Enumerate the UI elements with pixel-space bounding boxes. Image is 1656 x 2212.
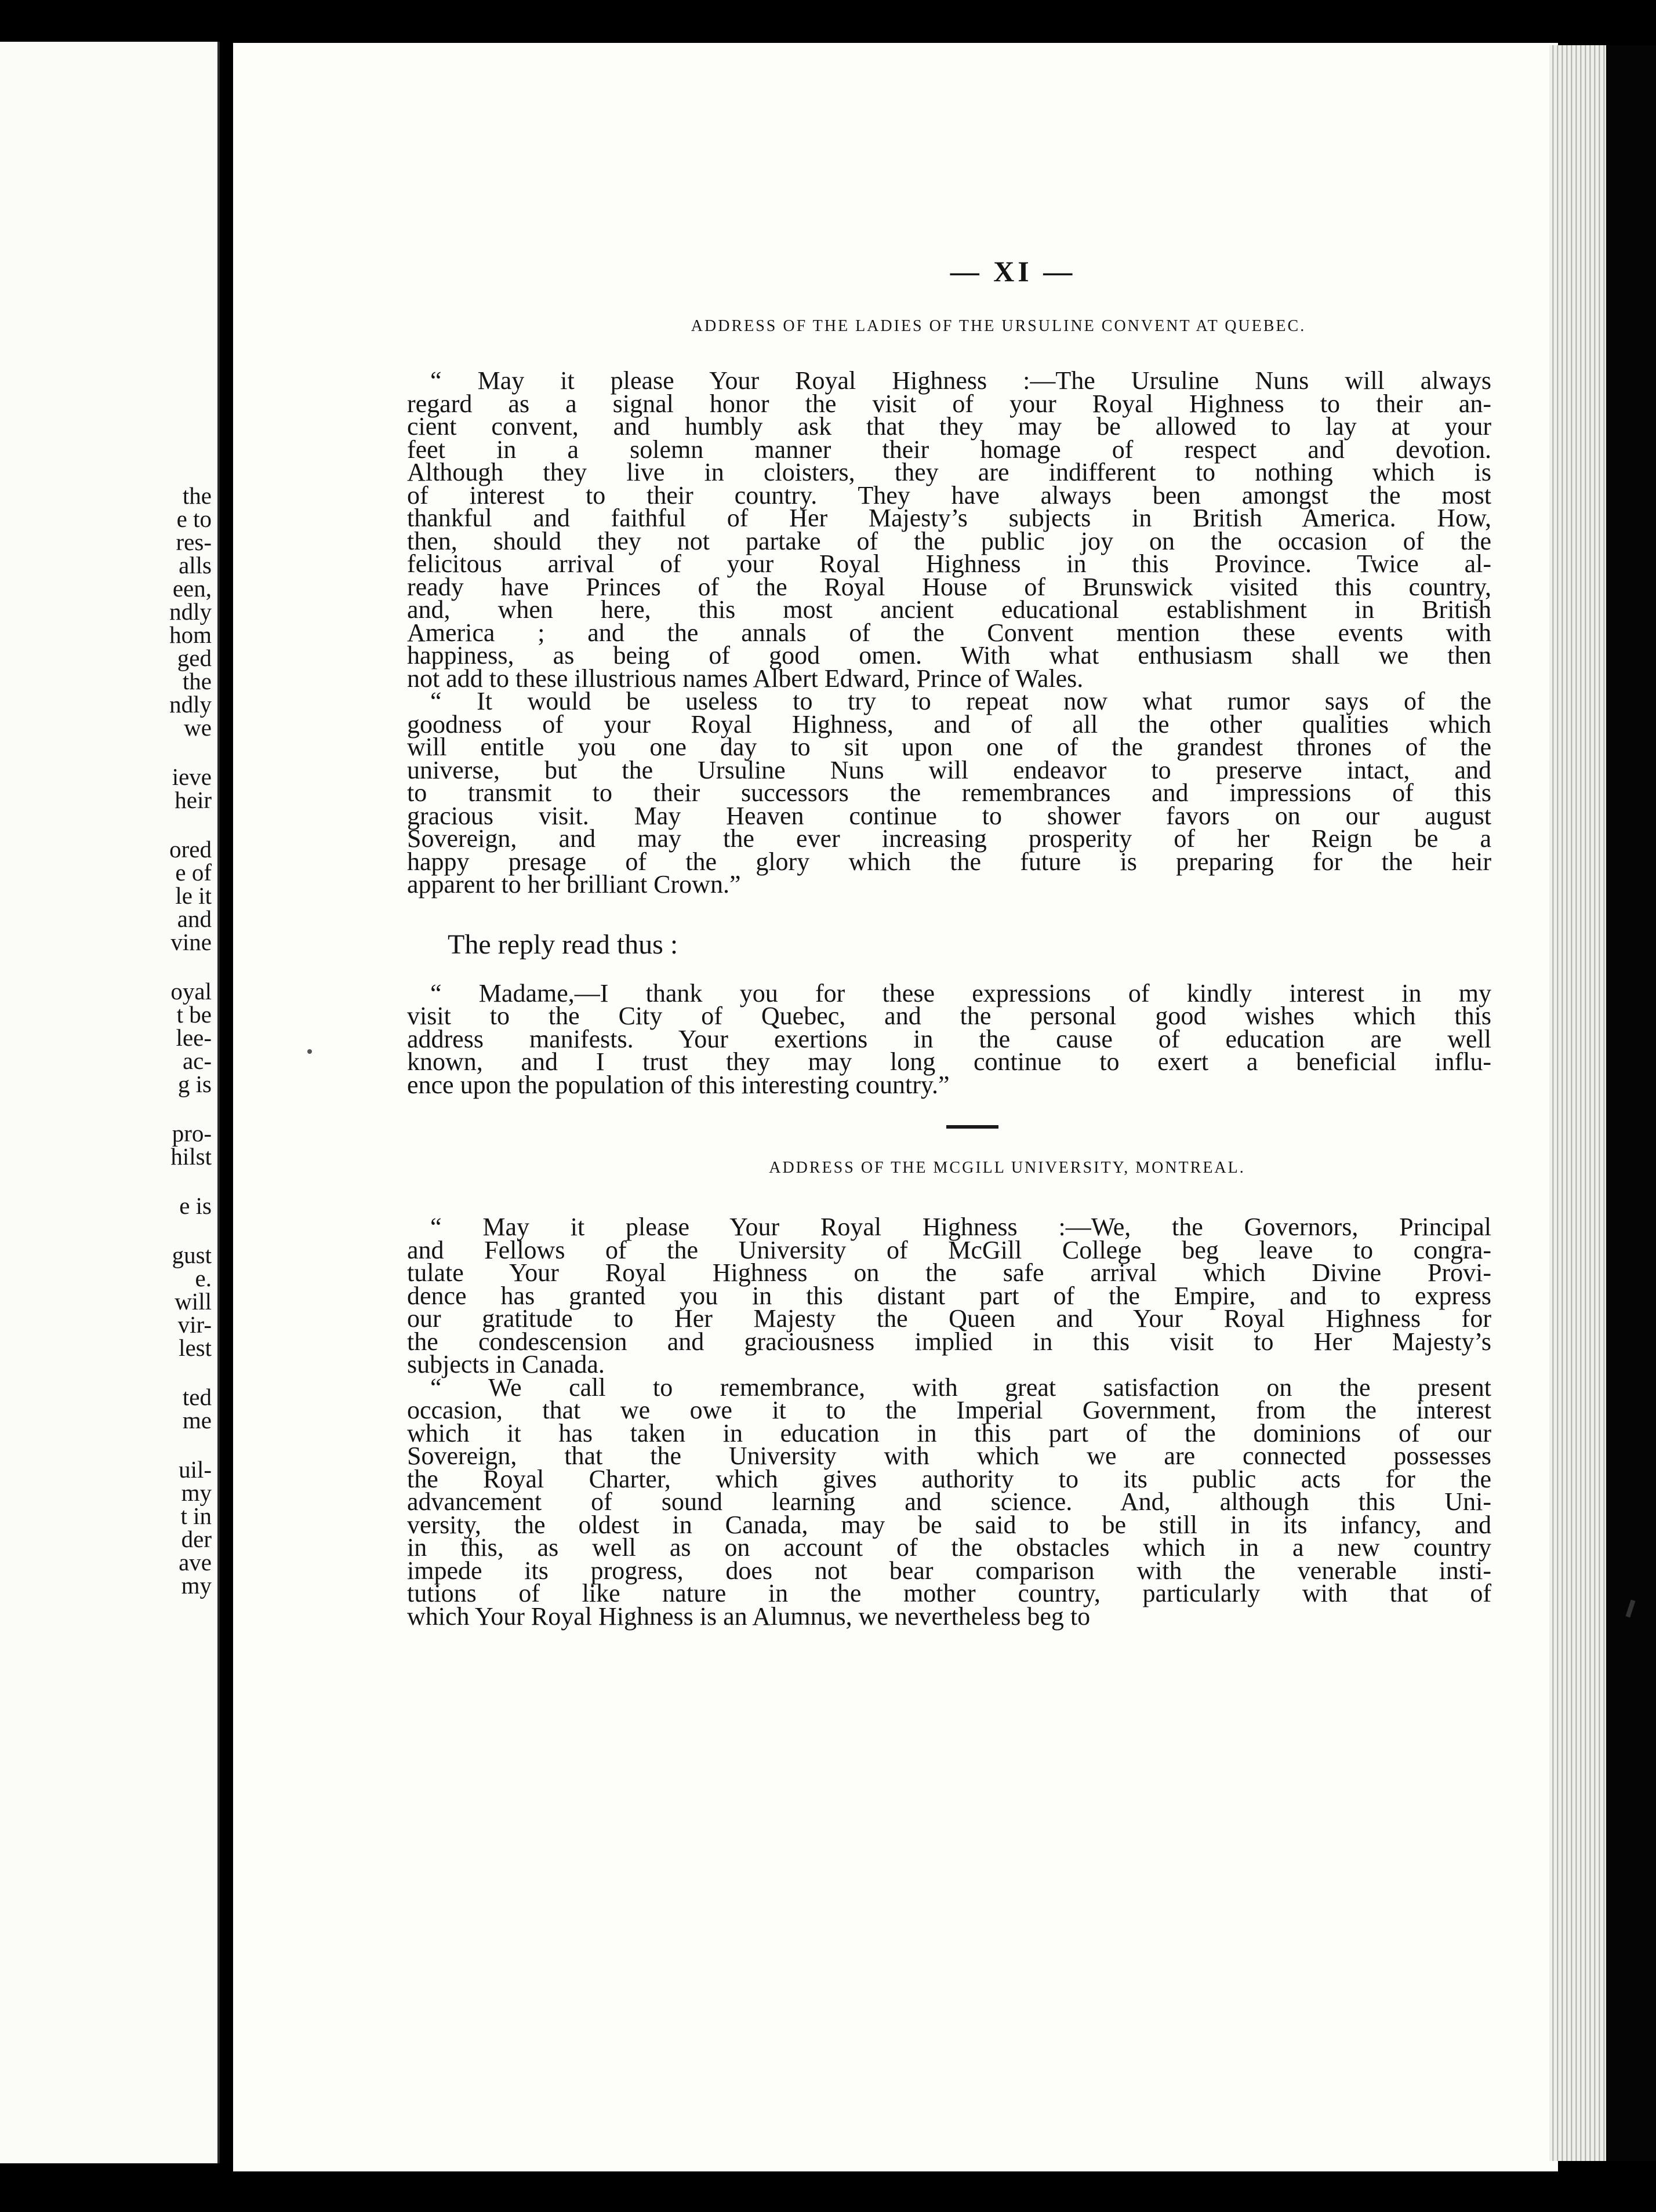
text-line: cient convent, and humbly ask that they may be allowed to lay at your [407, 412, 1491, 441]
text-line: advancement of sound learning and science. And, although this Uni- [407, 1487, 1491, 1516]
left-text-fragment: res- [176, 529, 212, 555]
left-text-fragment: e. [195, 1265, 212, 1291]
left-text-fragment: lee- [176, 1024, 212, 1051]
text-line: America ; and the annals of the Convent mention these events with [407, 618, 1491, 647]
text-line: Although they live in cloisters, they are indifferent to nothing which is [407, 458, 1491, 486]
text-line: to transmit to their successors the remembrances and impressions of this [407, 778, 1491, 807]
left-text-fragment: we [184, 714, 212, 741]
left-text-fragment: g is [177, 1071, 212, 1097]
text-line: dence has granted you in this distant part of the Empire, and to express [407, 1281, 1491, 1310]
left-text-fragment: vir- [177, 1311, 212, 1338]
text-line: ready have Princes of the Royal House of Brunswick visited this country, [407, 572, 1491, 601]
text-line: and, when here, this most ancient educational establishment in British [407, 595, 1491, 624]
left-text-fragment: heir [175, 787, 212, 813]
left-text-fragment: le it [175, 882, 212, 909]
left-text-fragment: alls [179, 552, 212, 579]
left-text-fragment: ndly [169, 598, 212, 625]
left-text-fragment: my [181, 1479, 212, 1506]
text-line: tutions of like nature in the mother country, particularly with that of [407, 1579, 1491, 1607]
text-line: Sovereign, that the University with which we are connected possesses [407, 1442, 1491, 1470]
left-text-fragment: the [182, 482, 212, 509]
text-line: happy presage of the glory which the future is preparing for the heir [407, 847, 1491, 876]
text-line: occasion, that we owe it to the Imperial Government, from the interest [407, 1396, 1491, 1424]
left-text-fragment: een, [172, 575, 212, 602]
section-heading-ursuline: ADDRESS OF THE LADIES OF THE URSULINE CONVENT AT QUEBEC. [691, 317, 1306, 335]
text-line: happiness, as being of good omen. With what enthusiasm shall we then [407, 641, 1491, 670]
text-line: known, and I trust they may long continue to exert a beneficial influ- [407, 1047, 1491, 1076]
left-text-fragment: e of [175, 859, 212, 886]
text-line: apparent to her brilliant Crown.” [407, 870, 741, 898]
left-text-fragment: ndly [169, 691, 212, 718]
right-page [233, 43, 1558, 2171]
text-line: versity, the oldest in Canada, may be said to be still in its infancy, and [407, 1510, 1491, 1539]
text-line: gracious visit. May Heaven continue to shower favors on our august [407, 801, 1491, 830]
line-gap [96, 739, 212, 765]
text-line: goodness of your Royal Highness, and of all the other qualities which [407, 710, 1491, 738]
page-edges [1549, 45, 1607, 2161]
text-line: thankful and faithful of Her Majesty’s subjects in British America. How, [407, 504, 1491, 532]
text-line: will entitle you one day to sit upon one of the grandest thrones of the [407, 733, 1491, 761]
left-text-fragment: pro- [172, 1120, 212, 1147]
page-content [407, 254, 1491, 1631]
line-gap [96, 1359, 212, 1385]
left-text-fragment: t be [176, 1001, 212, 1028]
text-line: which it has taken in education in this part of the dominions of our [407, 1418, 1491, 1447]
left-text-fragment: the [182, 668, 212, 694]
left-text-fragment: der [181, 1526, 212, 1552]
ursuline-address-paragraph-2 [407, 687, 1491, 898]
mcgill-address-paragraph-2 [407, 1373, 1491, 1631]
line-gap [96, 954, 212, 980]
left-text-fragment: ac- [182, 1047, 212, 1074]
line-gap [96, 1096, 212, 1122]
text-line: the condescension and graciousness implied in this visit to Her Majesty’s [407, 1327, 1491, 1356]
text-line: “ May it please Your Royal Highness :—We, the Governors, Principal [430, 1213, 1491, 1241]
line-gap [96, 1432, 212, 1458]
left-text-fragment: ave [179, 1549, 212, 1576]
left-text-fragment: e to [176, 505, 212, 532]
page-number: — XI — [950, 255, 1076, 288]
left-text-fragment: ieve [172, 763, 212, 790]
left-text-fragment: ged [177, 645, 212, 671]
text-line: impede its progress, does not bear comparison with the venerable insti- [407, 1556, 1491, 1585]
left-text-fragment: my [181, 1572, 212, 1599]
text-line: subjects in Canada. [407, 1350, 605, 1378]
line-gap [96, 812, 212, 838]
reply-intro: The reply read thus : [448, 929, 678, 960]
section-divider [946, 1125, 998, 1129]
mcgill-address-paragraph-1 [407, 1213, 1491, 1378]
text-line: felicitous arrival of your Royal Highness in this Province. Twice al- [407, 550, 1491, 578]
text-line: universe, but the Ursuline Nuns will endeavor to preserve intact, and [407, 755, 1491, 784]
left-text-fragment: t in [180, 1502, 212, 1529]
text-line: Sovereign, and may the ever increasing prosperity of her Reign be a [407, 824, 1491, 853]
left-text-fragment: vine [170, 929, 212, 955]
left-text-fragment: lest [179, 1334, 212, 1361]
left-page-text-fragments [96, 484, 212, 1597]
left-text-fragment: ted [182, 1384, 212, 1410]
text-line: tulate Your Royal Highness on the safe arrival which Divine Provi- [407, 1258, 1491, 1287]
line-gap [96, 1217, 212, 1243]
left-text-fragment: will [175, 1288, 212, 1315]
text-line: “ It would be useless to try to repeat now what rumor says of the [430, 687, 1491, 715]
text-line: feet in a solemn manner their homage of respect and devotion. [407, 435, 1491, 464]
left-text-fragment: hilst [170, 1143, 212, 1170]
text-line: ence upon the population of this interesting country.” [407, 1070, 950, 1099]
left-text-fragment: gust [172, 1242, 212, 1268]
left-text-fragment: and [177, 905, 212, 932]
left-page [0, 42, 220, 2163]
text-line: “ May it please Your Royal Highness :—The Ursuline Nuns will always [430, 366, 1491, 395]
text-line: visit to the City of Quebec, and the personal good wishes which this [407, 1002, 1491, 1030]
ursuline-address-paragraph-1 [407, 366, 1491, 693]
text-line: our gratitude to Her Majesty the Queen and Your Royal Highness for [407, 1304, 1491, 1333]
text-line: “ Madame,—I thank you for these expressions of kindly interest in my [430, 978, 1491, 1007]
reply-paragraph [407, 978, 1491, 1099]
text-line: the Royal Charter, which gives authority to its public acts for the [407, 1464, 1491, 1493]
text-line: regard as a signal honor the visit of your Royal Highness to their an- [407, 389, 1491, 418]
section-heading-mcgill: ADDRESS OF THE MCGILL UNIVERSITY, MONTREAL. [769, 1159, 1245, 1177]
left-text-fragment: ored [169, 836, 212, 863]
left-text-fragment: uil- [179, 1456, 212, 1483]
text-line: of interest to their country. They have always been amongst the most [407, 481, 1491, 510]
left-text-fragment: me [182, 1407, 212, 1434]
left-text-fragment: hom [169, 621, 212, 648]
text-line: in this, as well as on account of the obstacles which in a new country [407, 1533, 1491, 1562]
ink-speck [307, 1049, 312, 1054]
text-line: then, should they not partake of the public joy on the occasion of the [407, 526, 1491, 555]
text-line: not add to these illustrious names Albert Edward, Prince of Wales. [407, 664, 1084, 693]
text-line: address manifests. Your exertions in the cause of education are well [407, 1024, 1491, 1053]
text-line: and Fellows of the University of McGill College beg leave to congra- [407, 1235, 1491, 1264]
text-line: “ We call to remembrance, with great satisfaction on the present [430, 1373, 1491, 1402]
line-gap [96, 1168, 212, 1194]
left-text-fragment: e is [179, 1192, 212, 1219]
text-line: which Your Royal Highness is an Alumnus, we nevertheless beg to [407, 1602, 1091, 1631]
scan-border [1606, 45, 1656, 2161]
left-text-fragment: oyal [170, 978, 212, 1005]
